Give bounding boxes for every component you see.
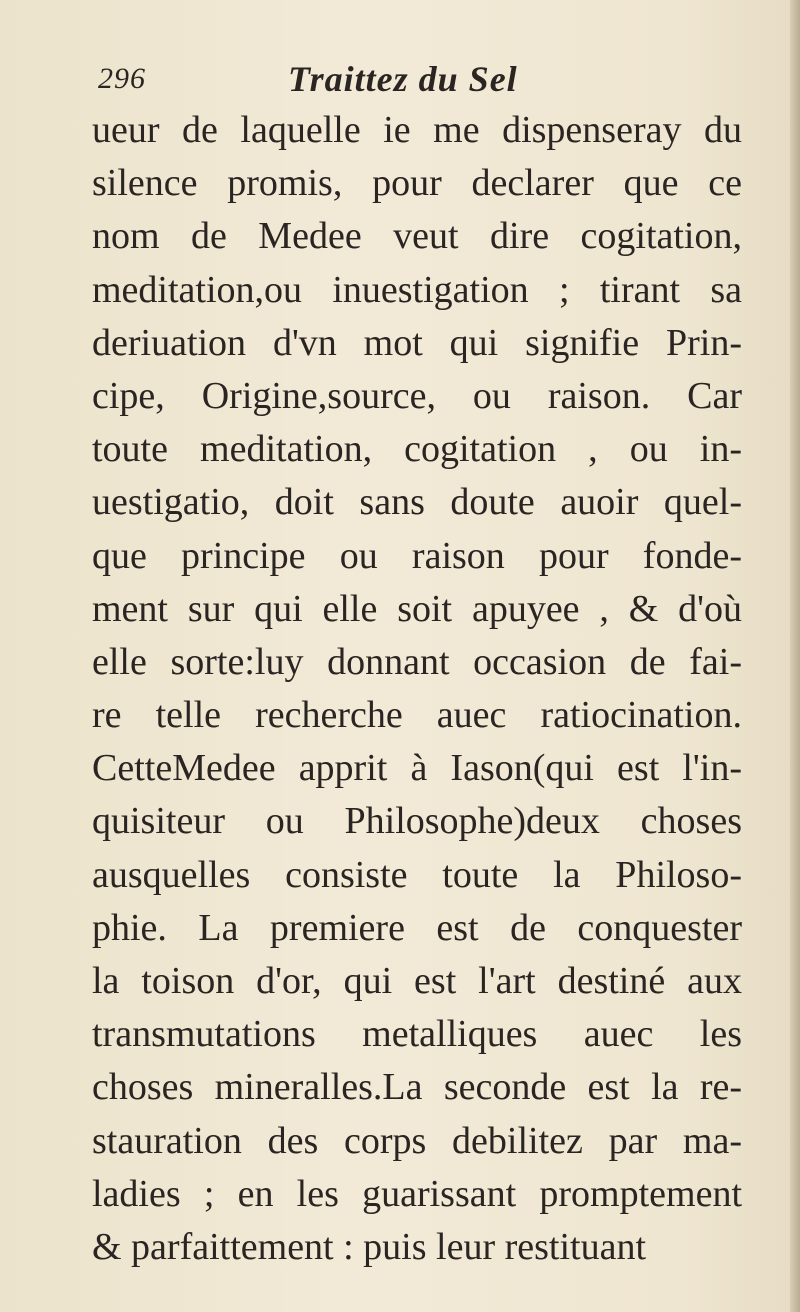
text-line: re telle recherche auec ratiocination. (92, 694, 742, 737)
page-number: 296 (98, 62, 146, 95)
text-line: toute meditation, cogitation , ou in- (92, 428, 742, 471)
text-line: elle sorte:luy donnant occasion de fai- (92, 640, 742, 683)
text-line: & parfaittement : puis leur restituant (92, 1225, 647, 1268)
text-line: nom de Medee veut dire cogitation, (92, 215, 742, 258)
running-title: Traittez du Sel (288, 59, 518, 99)
text-line: ausquelles consiste toute la Philoso- (92, 853, 742, 896)
body-text (92, 104, 742, 1274)
text-line: que principe ou raison pour fonde- (92, 534, 742, 577)
text-line: ment sur qui elle soit apuyee , & d'où (92, 587, 742, 630)
text-line: transmutations metalliques auec les (92, 1013, 742, 1056)
text-line: deriuation d'vn mot qui signifie Prin- (92, 321, 742, 364)
text-line: phie. La premiere est de conquester (92, 906, 742, 949)
text-line: ueur de laquelle ie me dispenseray du (92, 109, 742, 151)
text-line: choses mineralles.La seconde est la re- (92, 1066, 742, 1109)
text-line: stauration des corps debilitez par ma- (92, 1119, 742, 1162)
page-edge (790, 0, 800, 1312)
text-line: silence promis, pour declarer que ce (92, 162, 742, 205)
text-line: ladies ; en les guarissant promptement (92, 1172, 742, 1215)
text-line: CetteMedee apprit à Iason(qui est l'in- (92, 747, 742, 790)
text-line: uestigatio, doit sans doute auoir quel- (92, 481, 742, 524)
text-line: meditation,ou inuestigation ; tirant sa (92, 268, 742, 311)
page-header (98, 59, 740, 106)
text-line: quisiteur ou Philosophe)deux choses (92, 800, 742, 843)
text-line: cipe, Origine,source, ou raison. Car (92, 374, 742, 417)
text-line: la toison d'or, qui est l'art destiné aux (92, 960, 742, 1002)
